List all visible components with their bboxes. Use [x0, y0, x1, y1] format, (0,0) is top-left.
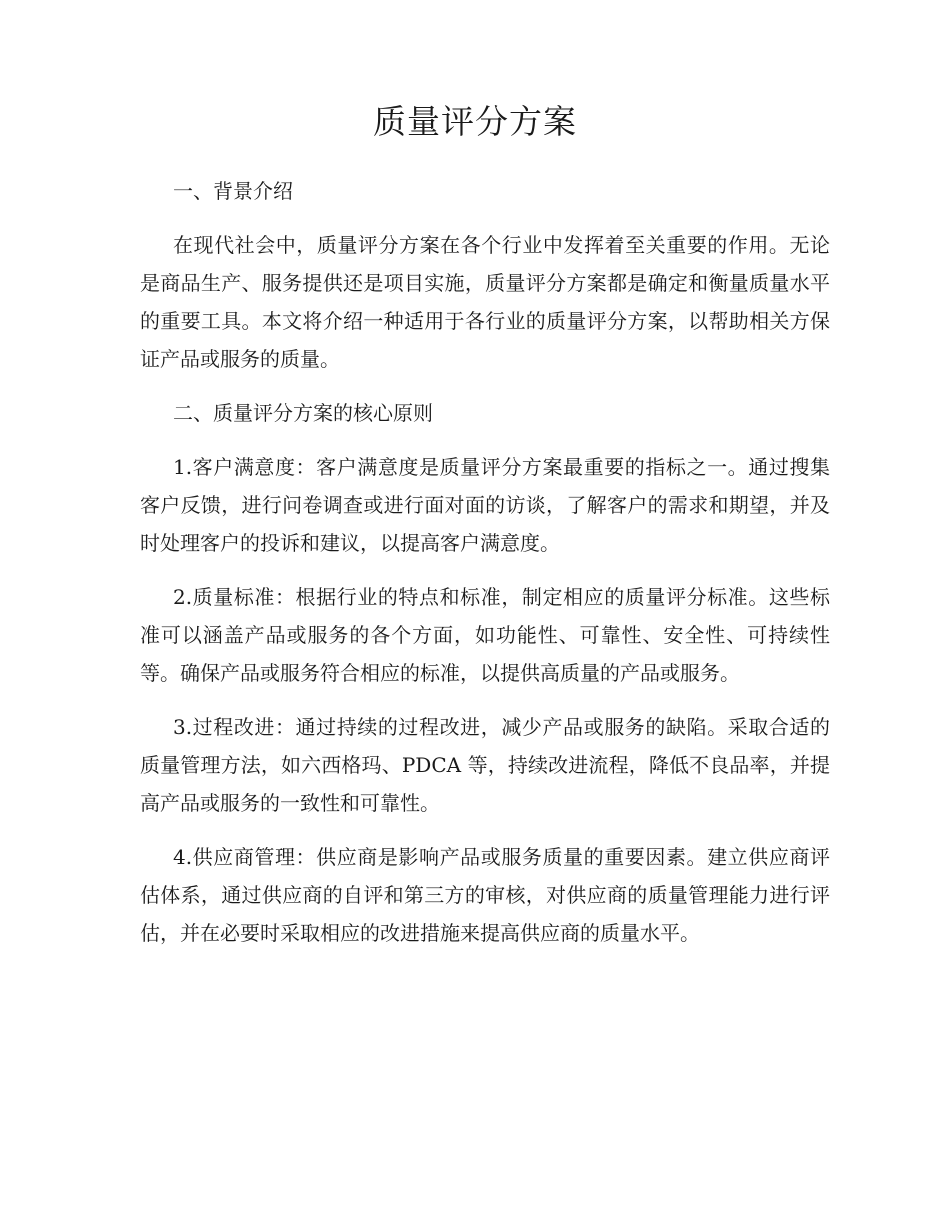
paragraph-customer-satisfaction: 1.客户满意度：客户满意度是质量评分方案最重要的指标之一。通过搜集客户反馈，进行问卷调查或进行面对面的访谈，了解客户的需求和期望，并及时处理客户的投诉和建议，以提高客户满意度。: [140, 455, 830, 555]
paragraph-supplier-management: 4.供应商管理：供应商是影响产品或服务质量的重要因素。建立供应商评估体系，通过供应商的自评和第三方的审核，对供应商的质量管理能力进行评估，并在必要时采取相应的改进措施来提高供应商的质量水平。: [140, 845, 830, 945]
document-body: [140, 172, 830, 968]
paragraph-quality-standards: 2.质量标准：根据行业的特点和标准，制定相应的质量评分标准。这些标准可以涵盖产品或服务的各个方面，如功能性、可靠性、安全性、可持续性等。确保产品或服务符合相应的标准，以提供高质量的产品或服务。: [140, 585, 830, 685]
section-heading-core-principles: 二、质量评分方案的核心原则: [173, 401, 433, 425]
document-title: 质量评分方案: [373, 102, 577, 141]
section-heading-background: 一、背景介绍: [173, 179, 293, 203]
paragraph-process-improvement: 3.过程改进：通过持续的过程改进，减少产品或服务的缺陷。采取合适的质量管理方法，如六西格玛、PDCA 等，持续改进流程，降低不良品率，并提高产品或服务的一致性和可靠性。: [140, 715, 830, 815]
paragraph-background: 在现代社会中，质量评分方案在各个行业中发挥着至关重要的作用。无论是商品生产、服务提供还是项目实施，质量评分方案都是确定和衡量质量水平的重要工具。本文将介绍一种适用于各行业的质量评分方案，以帮助相关方保证产品或服务的质量。: [140, 233, 830, 371]
